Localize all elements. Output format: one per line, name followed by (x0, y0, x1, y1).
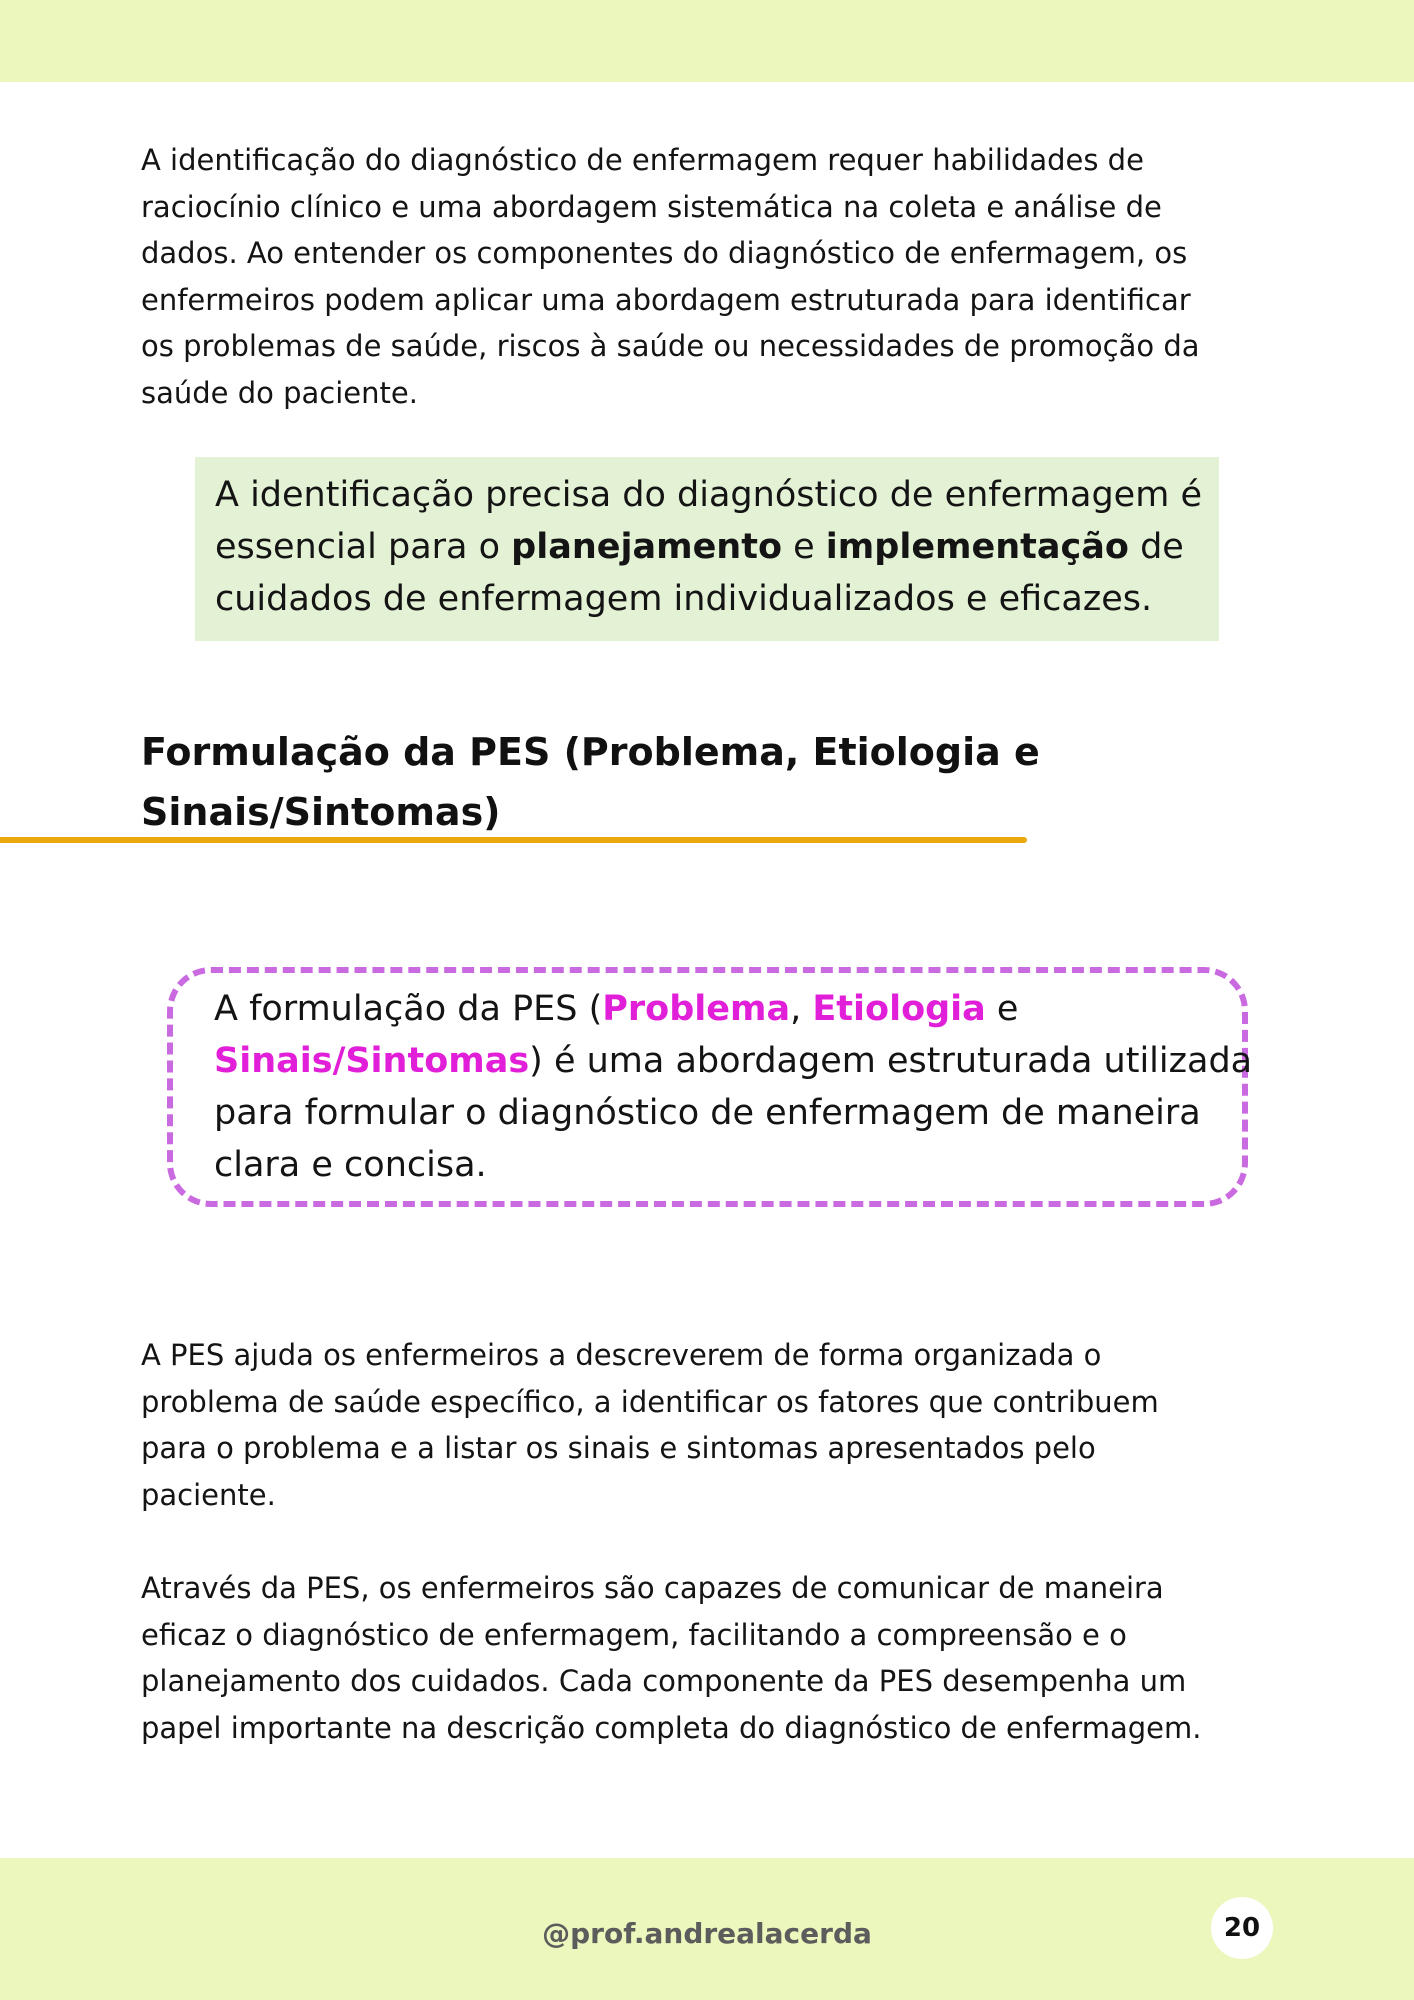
heading-underline (0, 837, 1027, 843)
intro-line: raciocínio clínico e uma abordagem sistemática na coleta e análise de (141, 189, 1162, 224)
paragraph-line: eficaz o diagnóstico de enfermagem, facilitando a compreensão e o (141, 1617, 1127, 1652)
paragraph-pes-communicate (141, 1565, 1281, 1751)
heading-line: Sinais/Sintomas) (141, 790, 501, 834)
definition-line: clara e concisa. (214, 1145, 487, 1185)
callout-bold-planejamento: planejamento (511, 527, 782, 567)
section-heading (141, 722, 1040, 842)
intro-paragraph (141, 137, 1281, 416)
intro-line: enfermeiros podem aplicar uma abordagem estruturada para identificar (141, 282, 1191, 317)
paragraph-line: planejamento dos cuidados. Cada componente da PES desempenha um (141, 1664, 1187, 1698)
author-handle: @prof.andrealacerda (542, 1917, 872, 1950)
definition-segment: e (985, 989, 1019, 1029)
definition-segment: , (790, 989, 802, 1029)
intro-line: os problemas de saúde, riscos à saúde ou necessidades de promoção da (141, 329, 1200, 363)
callout-line: A identificação precisa do diagnóstico de enfermagem é (215, 475, 1202, 515)
callout-text-segment: de (1128, 527, 1184, 567)
paragraph-line: problema de saúde específico, a identificar os fatores que contribuem (141, 1384, 1159, 1419)
paragraph-pes-helps (141, 1332, 1281, 1518)
definition-segment: ) é uma abordagem estruturada utilizada (529, 1041, 1253, 1081)
pes-definition-text (214, 983, 1252, 1191)
paragraph-line: A PES ajuda os enfermeiros a descreverem de forma organizada o (141, 1338, 1102, 1372)
paragraph-line: paciente. (141, 1477, 276, 1512)
term-etiologia: Etiologia (812, 989, 986, 1029)
header-band (0, 0, 1414, 82)
callout-text (215, 469, 1201, 625)
page-number-badge: 20 (1211, 1897, 1273, 1959)
paragraph-line: para o problema e a listar os sinais e sintomas apresentados pelo (141, 1431, 1096, 1465)
term-sinais-sintomas: Sinais/Sintomas (214, 1041, 530, 1081)
intro-line: saúde do paciente. (141, 375, 418, 410)
intro-line: dados. Ao entender os componentes do diagnóstico de enfermagem, os (141, 236, 1188, 270)
key-point-callout (195, 457, 1219, 641)
callout-text-segment: essencial para o (215, 527, 512, 567)
definition-segment: A formulação da PES ( (214, 989, 603, 1029)
definition-line: para formular o diagnóstico de enfermagem de maneira (214, 1093, 1201, 1133)
callout-line: cuidados de enfermagem individualizados e eficazes. (215, 579, 1153, 619)
callout-text-segment: e (782, 527, 826, 567)
paragraph-line: papel importante na descrição completa do diagnóstico de enfermagem. (141, 1710, 1202, 1745)
term-problema: Problema (602, 989, 791, 1029)
paragraph-line: Através da PES, os enfermeiros são capazes de comunicar de maneira (141, 1571, 1164, 1605)
intro-line: A identificação do diagnóstico de enfermagem requer habilidades de (141, 143, 1144, 177)
callout-bold-implementacao: implementação (825, 527, 1129, 567)
heading-line: Formulação da PES (Problema, Etiologia e (141, 730, 1040, 774)
